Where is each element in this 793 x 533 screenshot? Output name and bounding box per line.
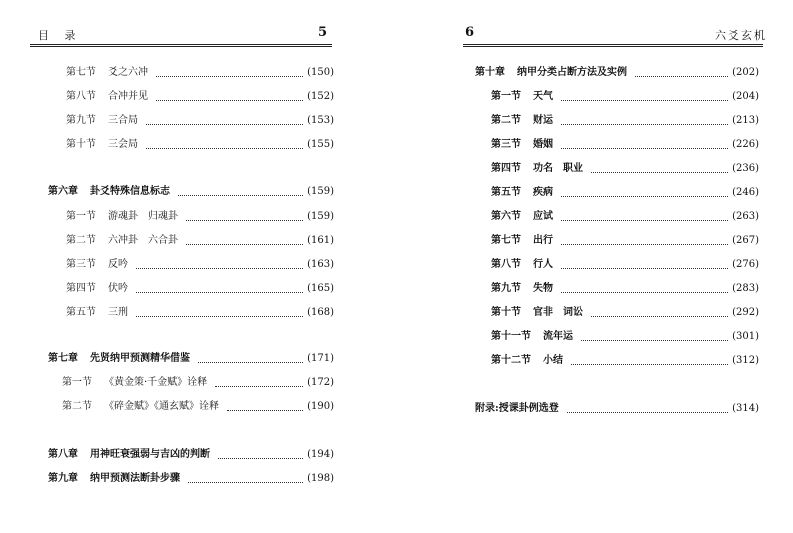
dot-leader [561,291,728,293]
dot-leader [218,457,303,459]
entry-page: (159) [307,211,334,222]
toc-chapter-entry[interactable] [48,186,334,198]
dot-leader [186,219,303,221]
toc-chapter-entry[interactable] [48,449,334,461]
chapter-number: 第九章 [48,473,78,484]
appendix-title: 授课卦例选登 [498,403,559,414]
dot-leader [571,363,728,365]
chapter-page: (202) [732,67,759,78]
entry-page: (161) [307,235,334,246]
chapter-number: 第六章 [48,186,78,197]
entry-page: (190) [307,401,334,412]
left-header-rule-2 [30,46,332,47]
entry-number: 第二节 [66,235,96,246]
entry-title: 婚姻 [533,139,553,150]
dot-leader [146,147,303,149]
entry-title: 财运 [533,115,553,126]
right-header-rule-2 [463,46,763,47]
toc-entry[interactable] [66,235,334,247]
entry-number: 第七节 [66,67,96,78]
right-header-title: 六爻玄机 [715,29,767,42]
toc-entry[interactable] [491,115,759,127]
entry-number: 第四节 [491,163,521,174]
entry-number: 第十一节 [491,331,531,342]
entry-number: 第一节 [62,377,92,388]
entry-number: 第五节 [66,307,96,318]
entry-page: (152) [307,91,334,102]
right-page-number: 6 [465,25,475,40]
dot-leader [136,291,303,293]
toc-entry[interactable] [491,355,759,367]
left-header-title: 目 录 [38,29,82,42]
chapter-page: (198) [307,473,334,484]
dot-leader [561,147,728,149]
chapter-title: 卦爻特殊信息标志 [90,186,170,197]
chapter-title: 纳甲预测法断卦步骤 [90,473,180,484]
dot-leader [215,385,303,387]
entry-page: (226) [732,139,759,150]
dot-leader [567,411,728,413]
entry-number: 第十节 [491,307,521,318]
toc-entry[interactable] [491,187,759,199]
chapter-number: 第七章 [48,353,78,364]
entry-page: (165) [307,283,334,294]
toc-entry[interactable] [491,307,759,319]
dot-leader [156,75,303,77]
dot-leader [561,123,728,125]
toc-chapter-entry[interactable] [48,353,334,365]
dot-leader [136,267,303,269]
chapter-page: (159) [307,186,334,197]
entry-page: (276) [732,259,759,270]
entry-number: 第八节 [66,91,96,102]
toc-entry[interactable] [491,139,759,151]
dot-leader [561,267,728,269]
entry-title: 反吟 [108,259,128,270]
dot-leader [561,195,728,197]
toc-entry[interactable] [62,401,334,413]
entry-number: 第九节 [66,115,96,126]
entry-title: 官非 词讼 [533,307,583,318]
toc-entry[interactable] [491,91,759,103]
dot-leader [227,409,303,411]
entry-page: (155) [307,139,334,150]
dot-leader [186,243,303,245]
entry-title: 游魂卦 归魂卦 [108,211,178,222]
toc-entry[interactable] [491,235,759,247]
entry-page: (263) [732,211,759,222]
entry-page: (168) [307,307,334,318]
dot-leader [635,75,728,77]
entry-number: 第一节 [491,91,521,102]
toc-entry[interactable] [66,91,334,103]
entry-page: (163) [307,259,334,270]
entry-title: 六冲卦 六合卦 [108,235,178,246]
entry-title: 爻之六冲 [108,67,148,78]
toc-entry[interactable] [66,139,334,151]
toc-entry[interactable] [491,211,759,223]
appendix-label: 附录: [475,403,499,414]
dot-leader [188,481,303,483]
toc-chapter-entry[interactable] [48,473,334,485]
chapter-number: 第八章 [48,449,78,460]
entry-number: 第八节 [491,259,521,270]
toc-entry[interactable] [66,115,334,127]
entry-number: 第九节 [491,283,521,294]
entry-title: 流年运 [543,331,573,342]
entry-title: 三会局 [108,139,138,150]
entry-page: (172) [307,377,334,388]
entry-page: (204) [732,91,759,102]
entry-title: 伏吟 [108,283,128,294]
dot-leader [561,243,728,245]
entry-page: (267) [732,235,759,246]
toc-entry[interactable] [62,377,334,389]
entry-title: 合冲并见 [108,91,148,102]
entry-number: 第七节 [491,235,521,246]
entry-page: (153) [307,115,334,126]
entry-number: 第四节 [66,283,96,294]
dot-leader [146,123,303,125]
toc-entry[interactable] [66,283,334,295]
entry-number: 第二节 [62,401,92,412]
dot-leader [591,171,728,173]
right-page [397,0,793,533]
entry-number: 第六节 [491,211,521,222]
toc-entry[interactable] [491,259,759,271]
appendix-page: (314) [732,403,759,414]
entry-number: 第三节 [491,139,521,150]
entry-number: 第十节 [66,139,96,150]
entry-page: (213) [732,115,759,126]
entry-page: (292) [732,307,759,318]
toc-entry[interactable] [66,259,334,271]
entry-number: 第二节 [491,115,521,126]
chapter-page: (171) [307,353,334,364]
entry-number: 第五节 [491,187,521,198]
toc-entry[interactable] [491,163,759,175]
entry-number: 第十二节 [491,355,531,366]
dot-leader [136,315,303,317]
toc-entry[interactable] [66,211,334,223]
entry-title: 疾病 [533,187,553,198]
chapter-title: 用神旺衰强弱与吉凶的判断 [90,449,210,460]
entry-page: (312) [732,355,759,366]
entry-page: (150) [307,67,334,78]
right-header-rule [463,44,763,45]
dot-leader [591,315,728,317]
chapter-number: 第十章 [475,67,505,78]
entry-page: (301) [732,331,759,342]
entry-page: (283) [732,283,759,294]
chapter-title: 纳甲分类占断方法及实例 [517,67,627,78]
entry-title: 出行 [533,235,553,246]
entry-title: 三刑 [108,307,128,318]
dot-leader [156,99,303,101]
dot-leader [198,361,303,363]
entry-title: 《黄金策·千金赋》诠释 [104,377,208,388]
left-page [0,0,396,533]
left-header-rule [30,44,332,45]
entry-number: 第一节 [66,211,96,222]
dot-leader [561,219,728,221]
entry-title: 应试 [533,211,553,222]
entry-title: 失物 [533,283,553,294]
entry-title: 小结 [543,355,563,366]
dot-leader [561,99,728,101]
entry-title: 天气 [533,91,553,102]
entry-title: 功名 职业 [533,163,583,174]
entry-page: (236) [732,163,759,174]
entry-title: 《碎金赋》《通玄赋》诠释 [104,401,219,412]
entry-title: 行人 [533,259,553,270]
dot-leader [178,194,303,196]
toc-entry[interactable] [66,67,334,79]
toc-entry[interactable] [66,307,334,319]
entry-title: 三合局 [108,115,138,126]
dot-leader [581,339,728,341]
entry-number: 第三节 [66,259,96,270]
entry-page: (246) [732,187,759,198]
chapter-page: (194) [307,449,334,460]
toc-entry[interactable] [491,283,759,295]
toc-chapter-entry[interactable] [475,67,759,79]
toc-entry[interactable] [491,331,759,343]
chapter-title: 先贤纳甲预测精华借鉴 [90,353,190,364]
left-page-number: 5 [318,25,328,40]
toc-appendix-entry[interactable] [475,403,759,415]
